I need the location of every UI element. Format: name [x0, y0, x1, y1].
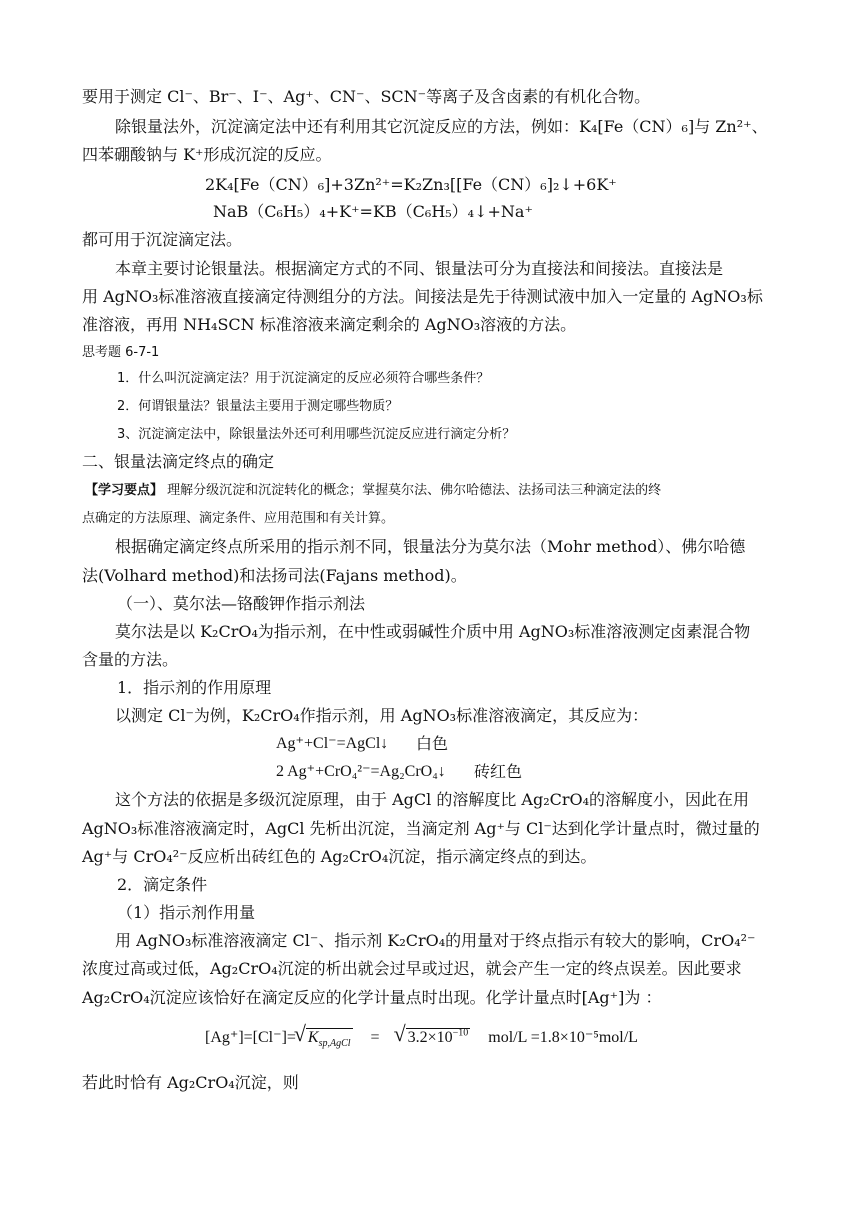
question-item: 1．什么叫沉淀滴定法？用于沉淀滴定的反应必须符合哪些条件？ [117, 371, 490, 386]
sqrt-value [396, 1028, 471, 1048]
paragraph-line: 都可用于沉淀滴定法。 [82, 230, 243, 249]
sqrt-ksp [296, 1028, 353, 1048]
equation-line: 2K₄[Fe（CN）₆]+3Zn²⁺=K₂Zn₃[[Fe（CN）₆]₂↓+6K⁺ [205, 175, 617, 194]
formula-result: mol/L =1.8×10⁻⁵mol/L [488, 1029, 638, 1046]
key-points-line: 点确定的方法原理、滴定条件、应用范围和有关计算。 [82, 511, 395, 526]
paragraph-line: 准溶液，再用 NH₄SCN 标准溶液来滴定剩余的 AgNO₃溶液的方法。 [82, 315, 577, 334]
paragraph-line: Ag₂CrO₄沉淀应该恰好在滴定反应的化学计量点时出现。化学计量点时[Ag⁺]为 ： [82, 988, 662, 1007]
ksp-symbol: K [307, 1029, 319, 1046]
paragraph-line: 这个方法的依据是多级沉淀原理，由于 AgCl 的溶解度比 Ag₂CrO₄的溶解度小，因此在用 [115, 790, 750, 809]
paragraph-line: 若此时恰有 Ag₂CrO₄沉淀，则 [82, 1073, 299, 1092]
paragraph-line: Ag⁺与 CrO₄²⁻反应析出砖红色的 Ag₂CrO₄沉淀，指示滴定终点的到达。 [82, 847, 597, 866]
formula-equals: = [370, 1029, 380, 1046]
ksp-subscript: sp,AgCl [318, 1038, 351, 1050]
value-mantissa: 3.2×10 [407, 1029, 453, 1046]
think-title: 思考题 6-7-1 [82, 345, 160, 360]
paragraph-line: 以测定 Cl⁻为例，K₂CrO₄作指示剂，用 AgNO₃标准溶液滴定，其反应为： [115, 706, 649, 725]
paragraph-line: 要用于测定 Cl⁻、Br⁻、I⁻、Ag⁺、CN⁻、SCN⁻等离子及含卤素的有机化合物。 [82, 87, 651, 106]
reaction-line: 2 Ag⁺+CrO₄²⁻=Ag₂CrO₄↓ [276, 763, 446, 780]
paragraph-line: 本章主要讨论银量法。根据滴定方式的不同、银量法可分为直接法和间接法。直接法是 [115, 259, 724, 278]
equation-line: NaB（C₆H₅）₄+K⁺=KB（C₆H₅）₄↓+Na⁺ [213, 202, 533, 221]
paragraph-line: 浓度过高或过低，Ag₂CrO₄沉淀的析出就会过早或过迟，就会产生一定的终点误差。因此要求 [82, 959, 742, 978]
item-heading: 1．指示剂的作用原理 [117, 678, 272, 697]
paragraph-line: 用 AgNO₃标准溶液滴定 Cl⁻、指示剂 K₂CrO₄的用量对于终点指示有较大的影响，CrO₄²⁻ [115, 931, 756, 950]
reaction-color: 白色 [416, 734, 449, 753]
item-heading: 2．滴定条件 [117, 875, 208, 894]
value-exponent: −10 [452, 1027, 469, 1039]
key-points-line [85, 481, 661, 501]
paragraph-line: 除银量法外，沉淀滴定法中还有利用其它沉淀反应的方法，例如：K₄[Fe（CN）₆]与 Zn²⁺、 [115, 117, 768, 136]
paragraph-line: 含量的方法。 [82, 650, 179, 669]
paragraph-line: 四苯硼酸钠与 K⁺形成沉淀的反应。 [82, 145, 332, 164]
paragraph-line: 莫尔法是以 K₂CrO₄为指示剂，在中性或弱碱性介质中用 AgNO₃标准溶液测定卤素混合物 [115, 622, 751, 641]
key-points-label: 【学习要点】 [85, 483, 164, 498]
reaction-color: 砖红色 [474, 762, 523, 781]
subsection-heading: （一）、莫尔法—铬酸钾作指示剂法 [117, 594, 366, 613]
paragraph-line: 法(Volhard method)和法扬司法(Fajans method)。 [82, 566, 467, 585]
key-points-text: 理解分级沉淀和沉淀转化的概念；掌握莫尔法、佛尔哈德法、法扬司法三种滴定法的终 [163, 483, 662, 498]
section-heading: 二、银量法滴定终点的确定 [82, 452, 275, 471]
paragraph-line: 根据确定滴定终点所采用的指示剂不同，银量法分为莫尔法（Mohr method）、佛尔哈德 [115, 537, 746, 556]
question-item: 3、沉淀滴定法中，除银量法外还可利用哪些沉淀反应进行滴定分析？ [117, 427, 516, 442]
formula-left: [Ag⁺]=[Cl⁻]= [205, 1029, 296, 1046]
paragraph-line: 用 AgNO₃标准溶液直接滴定待测组分的方法。间接法是先于待测试液中加入一定量的 AgNO₃标 [82, 287, 763, 306]
paragraph-line: AgNO₃标准溶液滴定时，AgCl 先析出沉淀，当滴定剂 Ag⁺与 Cl⁻达到化学计量点时，微过量的 [82, 819, 760, 838]
formula [205, 1028, 638, 1048]
reaction-line: Ag⁺+Cl⁻=AgCl↓ [276, 735, 389, 752]
item-heading: （1）指示剂作用量 [117, 903, 256, 922]
question-item: 2．何谓银量法？银量法主要用于测定哪些物质？ [117, 399, 399, 414]
